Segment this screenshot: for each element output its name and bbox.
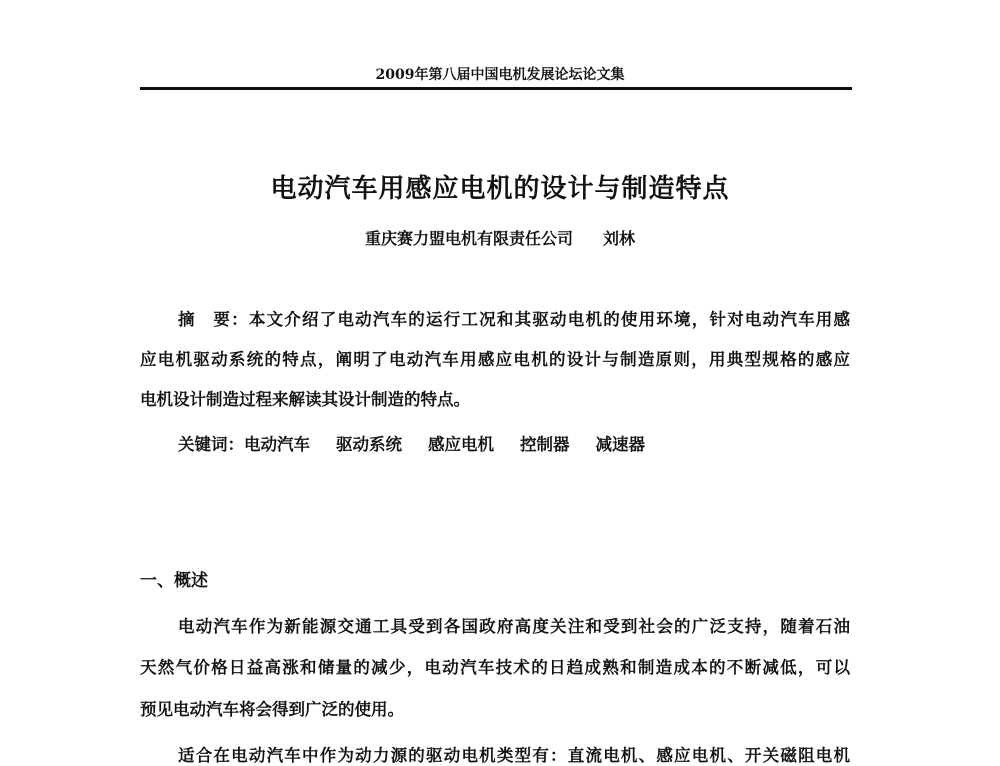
running-header: 2009年第八届中国电机发展论坛论文集 bbox=[375, 67, 625, 83]
affiliation: 重庆赛力盟电机有限责任公司 bbox=[364, 229, 573, 248]
keyword: 感应电机 bbox=[428, 435, 494, 454]
paper-title: 电动汽车用感应电机的设计与制造特点 bbox=[270, 174, 730, 204]
body-line: 电动汽车作为新能源交通工具受到各国政府高度关注和受到社会的广泛支持，随着石油 bbox=[178, 617, 850, 636]
keywords-label: 关键词： bbox=[178, 435, 244, 454]
author-line bbox=[0, 226, 1000, 249]
body-line: 天然气价格日益高涨和储量的减少，电动汽车技术的日趋成熟和制造成本的不断减低，可以 bbox=[140, 658, 850, 677]
section-heading: 一、概述 bbox=[140, 571, 208, 591]
body-line: 预见电动汽车将会得到广泛的使用。 bbox=[140, 700, 404, 719]
body-line: 适合在电动汽车中作为动力源的驱动电机类型有：直流电机、感应电机、开关磁阻电机 bbox=[178, 746, 850, 765]
author-name: 刘林 bbox=[603, 229, 636, 248]
keyword: 控制器 bbox=[520, 435, 570, 454]
abstract-line: 摘 要：本文介绍了电动汽车的运行工况和其驱动电机的使用环境，针对电动汽车用感 bbox=[178, 310, 850, 329]
abstract-line: 应电机驱动系统的特点，阐明了电动汽车用感应电机的设计与制造原则，用典型规格的感应 bbox=[140, 350, 850, 369]
keyword: 减速器 bbox=[595, 435, 645, 454]
keyword: 电动汽车 bbox=[244, 435, 310, 454]
abstract-line: 电机设计制造过程来解读其设计制造的特点。 bbox=[140, 390, 470, 409]
keyword: 驱动系统 bbox=[336, 435, 402, 454]
keywords bbox=[178, 431, 850, 455]
header-rule bbox=[140, 87, 852, 90]
